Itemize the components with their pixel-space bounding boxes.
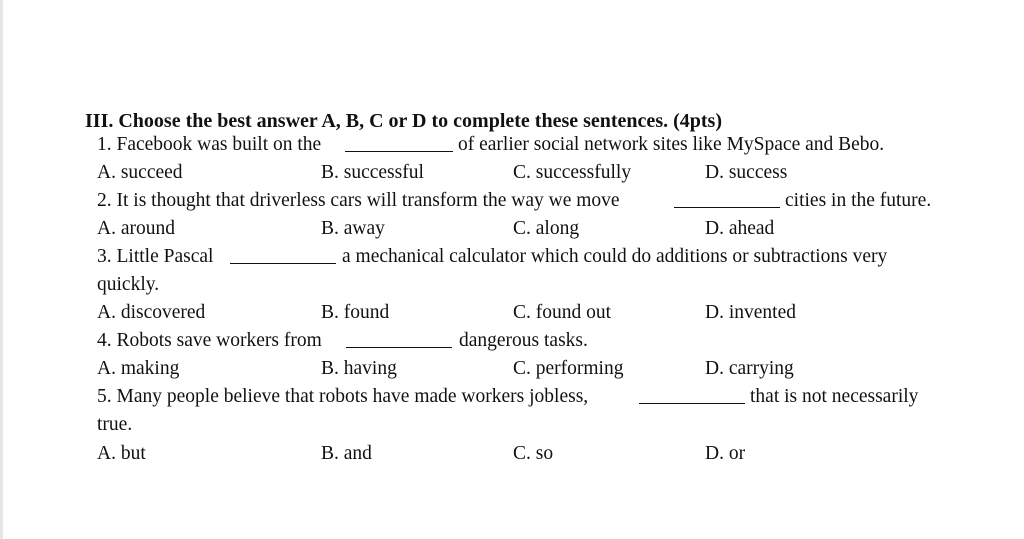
question-4-option-c[interactable]: C. performing bbox=[513, 358, 624, 379]
question-4-option-b[interactable]: B. having bbox=[321, 358, 397, 379]
question-2-blank bbox=[674, 188, 780, 208]
question-2-text-before: 2. It is thought that driverless cars will transform the way we move bbox=[97, 190, 620, 211]
question-3-text-after: a mechanical calculator which could do additions or subtractions very bbox=[342, 246, 888, 267]
question-1-option-d[interactable]: D. success bbox=[705, 162, 788, 183]
question-2-option-a[interactable]: A. around bbox=[97, 218, 175, 239]
question-4-text-before: 4. Robots save workers from bbox=[97, 330, 322, 351]
question-4-text-after: dangerous tasks. bbox=[459, 330, 588, 351]
question-5-option-c[interactable]: C. so bbox=[513, 443, 554, 464]
question-5-text-before: 5. Many people believe that robots have made workers jobless, bbox=[97, 386, 589, 407]
question-3-option-b[interactable]: B. found bbox=[321, 302, 390, 323]
question-2-text-after: cities in the future. bbox=[785, 190, 932, 211]
question-1-option-b[interactable]: B. successful bbox=[321, 162, 424, 183]
question-3-text-before: 3. Little Pascal bbox=[97, 246, 214, 267]
question-5-option-d[interactable]: D. or bbox=[705, 443, 746, 464]
question-1-text-before: 1. Facebook was built on the bbox=[97, 134, 322, 155]
question-3-option-c[interactable]: C. found out bbox=[513, 302, 612, 323]
question-5-option-a[interactable]: A. but bbox=[97, 443, 146, 464]
question-1-option-c[interactable]: C. successfully bbox=[513, 162, 632, 183]
question-5-continuation: true. bbox=[97, 414, 133, 435]
question-3-continuation: quickly. bbox=[97, 274, 160, 295]
question-2-option-c[interactable]: C. along bbox=[513, 218, 580, 239]
question-1-text-after: of earlier social network sites like MySpace and Bebo. bbox=[458, 134, 885, 155]
question-5-text-after: that is not necessarily bbox=[750, 386, 919, 407]
question-4-option-d[interactable]: D. carrying bbox=[705, 358, 794, 379]
question-2-option-d[interactable]: D. ahead bbox=[705, 218, 775, 239]
question-5-blank bbox=[639, 384, 745, 404]
question-5-option-b[interactable]: B. and bbox=[321, 443, 372, 464]
question-3-option-a[interactable]: A. discovered bbox=[97, 302, 206, 323]
question-4-option-a[interactable]: A. making bbox=[97, 358, 180, 379]
section-heading: III. Choose the best answer A, B, C or D to complete these sentences. (4pts) bbox=[85, 110, 722, 132]
question-2-option-b[interactable]: B. away bbox=[321, 218, 385, 239]
question-4-blank bbox=[346, 328, 452, 348]
question-3-blank bbox=[230, 244, 336, 264]
question-3-option-d[interactable]: D. invented bbox=[705, 302, 796, 323]
question-1-blank bbox=[345, 132, 453, 152]
question-1-option-a[interactable]: A. succeed bbox=[97, 162, 183, 183]
